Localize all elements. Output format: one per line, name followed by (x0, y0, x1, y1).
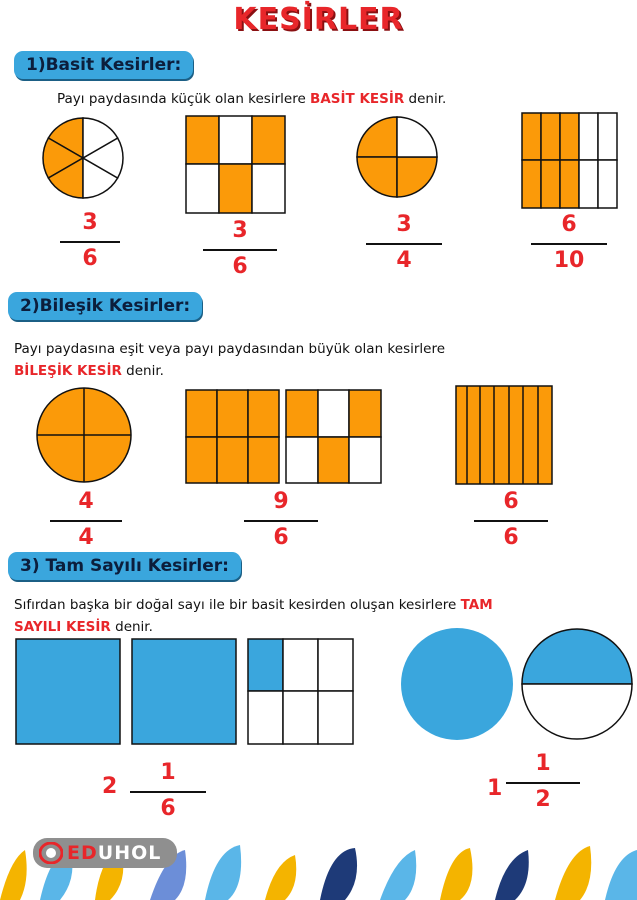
eduhol-logo (33, 838, 177, 868)
fraction-bar (50, 520, 122, 522)
fraction-bar (60, 241, 120, 243)
text-part: Payı paydasında küçük olan kesirlere (57, 91, 311, 107)
section-heading-bilesik: 2)Bileşik Kesirler: (8, 292, 202, 320)
section-text-bilesik (14, 338, 614, 382)
denominator: 6 (503, 525, 519, 550)
fraction-bar (244, 520, 318, 522)
fraction-bar (474, 520, 548, 522)
fraction (506, 752, 580, 812)
pie-4-of-4 (37, 388, 131, 482)
denominator: 6 (273, 525, 289, 550)
grid-6-of-10 (522, 113, 617, 208)
page-title: KESİRLER (233, 2, 404, 37)
denominator: 2 (535, 787, 551, 812)
numerator: 1 (535, 751, 551, 776)
fraction (244, 490, 318, 550)
grid-pair-9-of-6 (186, 390, 381, 483)
fraction (366, 213, 442, 273)
highlight-term: BASİT KESİR (310, 91, 405, 107)
grid-3-of-6 (186, 116, 285, 213)
section-heading-tam-sayili: 3) Tam Sayılı Kesirler: (8, 552, 241, 580)
logo-text-red: ED (67, 842, 98, 864)
denominator: 10 (553, 248, 585, 273)
strips-6-of-6 (456, 386, 552, 484)
fraction-bar (506, 782, 580, 784)
fraction-bar (130, 791, 206, 793)
logo-text: UHOL (97, 842, 162, 864)
denominator: 6 (82, 246, 98, 271)
highlight-term: SAYILI KESİR (14, 619, 111, 635)
fraction (50, 490, 122, 550)
pie-3-of-4 (357, 117, 437, 197)
numerator: 1 (160, 760, 176, 785)
fraction-bar (531, 243, 607, 245)
denominator: 6 (160, 796, 176, 821)
numerator: 6 (503, 489, 519, 514)
numerator: 6 (561, 212, 577, 237)
denominator: 4 (78, 525, 94, 550)
fraction (203, 219, 277, 279)
fraction (130, 761, 206, 821)
whole-number: 1 (487, 776, 503, 801)
numerator: 4 (78, 489, 94, 514)
squares-2-1-of-6 (16, 639, 353, 744)
whole-number: 2 (102, 774, 118, 799)
text-part: denir. (110, 619, 153, 635)
section-text-tam-sayili (14, 594, 626, 638)
numerator: 3 (82, 210, 98, 235)
section-heading-basit: 1)Basit Kesirler: (14, 51, 193, 79)
circles-1-1-of-2 (401, 628, 632, 740)
fraction (474, 490, 548, 550)
numerator: 3 (232, 218, 248, 243)
fraction-bar (203, 249, 277, 251)
text-part: denir. (404, 91, 447, 107)
text-part: denir. (121, 363, 164, 379)
highlight-term: BİLEŞİK KESİR (14, 363, 122, 379)
fraction-bar (366, 243, 442, 245)
text-part: Sıfırdan başka bir doğal sayı ile bir basit kesirden oluşan kesirlere (14, 597, 461, 613)
pie-3-of-6 (43, 118, 123, 198)
fraction (60, 211, 120, 271)
numerator: 9 (273, 489, 289, 514)
denominator: 6 (232, 254, 248, 279)
eduhol-logo-icon (39, 842, 63, 864)
numerator: 3 (396, 212, 412, 237)
fraction (531, 213, 607, 273)
text-part: Payı paydasına eşit veya payı paydasından büyük olan kesirlere (14, 341, 446, 357)
denominator: 4 (396, 248, 412, 273)
highlight-term: TAM (460, 597, 493, 613)
